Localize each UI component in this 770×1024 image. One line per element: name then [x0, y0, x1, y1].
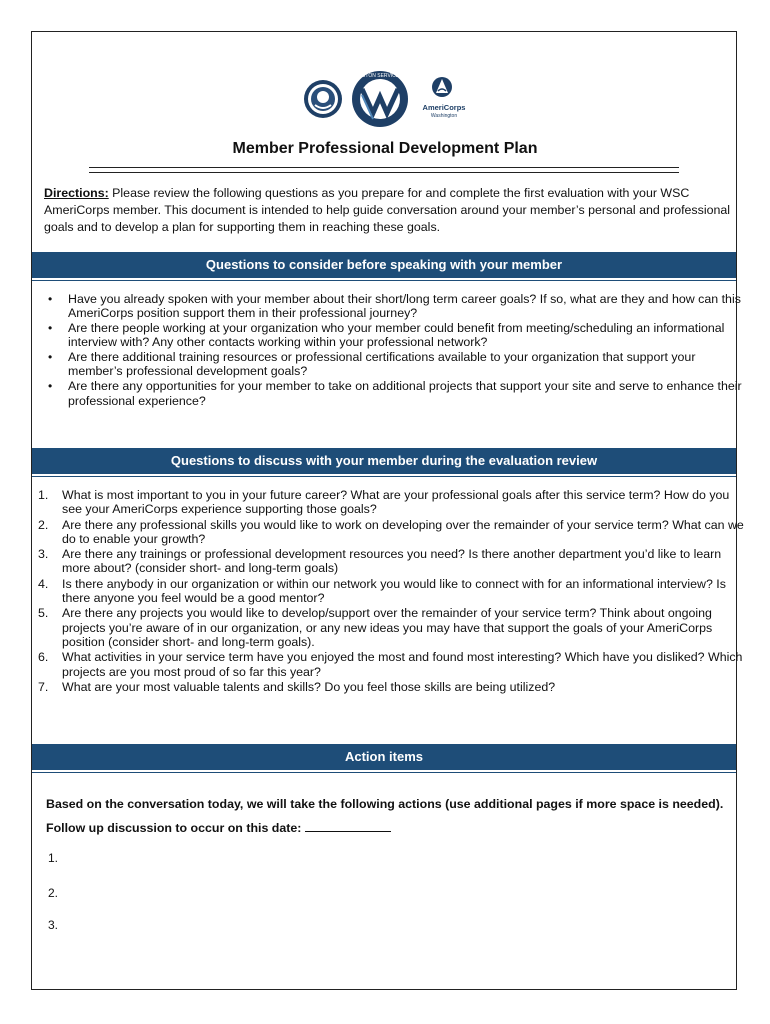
list-item: • Are there additional training resources or professional certifications available to your organization that support your member’s professional development goals?: [48, 350, 696, 379]
bullet-icon: •: [48, 321, 53, 336]
washington-service-corps-logo: [342, 71, 419, 127]
directions-text: Please review the following questions as you prepare for and complete the first evaluation with your WSC AmeriCorps member. This document is intended to help guide conversation around your member’s personal and professional goals and to develop a plan for supporting them in reaching these goals.: [44, 186, 730, 234]
americorps-logo: [423, 77, 466, 119]
action-items-intro: Based on the conversation today, we will take the following actions (use additional pages if more space is needed). Follow up discussion to occur on this date:: [46, 797, 724, 835]
title-rule-top: [89, 167, 679, 168]
list-item: • Have you already spoken with your member about their short/long term career goals? If so, what are they and how can this AmeriCorps position support them in their professional journey?: [48, 292, 741, 321]
list-item: 7. What are your most valuable talents and skills? Do you feel those skills are being utilized?: [38, 679, 556, 694]
svg-text:AmeriCorps: AmeriCorps: [422, 103, 466, 112]
list-item: 2. Are there any professional skills you would like to work on developing over the remainder of your service term? What can we do to enable your growth?: [38, 517, 744, 546]
state-seal-logo: [304, 80, 342, 118]
before-speaking-list: [44, 292, 752, 408]
bullet-icon: •: [48, 292, 53, 306]
title-rule-bottom: [89, 172, 679, 173]
section-heading-action-items: Action items: [32, 744, 736, 770]
action-item-2[interactable]: 2.: [48, 886, 59, 900]
section-heading-evaluation-review: Questions to discuss with your member during the evaluation review: [32, 448, 736, 474]
list-item: • Are there people working at your organization who your member could benefit from meeting/scheduling an informational interview with? Any other contacts working within your professional network?: [48, 321, 725, 350]
svg-text:WASHINGTON SERVICE CORPS: WASHINGTON SERVICE CORPS: [341, 73, 419, 79]
logo-row: [298, 69, 478, 129]
directions-label: Directions:: [44, 186, 109, 200]
section-heading-before-speaking: Questions to consider before speaking with your member: [32, 252, 736, 278]
svg-text:Washington: Washington: [430, 113, 458, 119]
directions-paragraph: [44, 185, 730, 236]
action-item-3[interactable]: 3.: [48, 918, 59, 932]
bullet-icon: •: [48, 350, 53, 365]
list-item: 4. Is there anybody in our organization or within our network you would like to connect with for an informational interview? Is there anyone you feel would be a good mentor?: [38, 576, 726, 606]
follow-up-date-field[interactable]: [305, 819, 391, 832]
list-item: • Are there any opportunities for your member to take on additional projects that support your site and serve to enhance their professional experience?: [48, 379, 742, 408]
list-item: 1. What is most important to you in your future career? What are your professional goals after this service term? How do you see your AmeriCorps experience supporting those goals?: [38, 488, 730, 517]
evaluation-questions-list: [38, 488, 752, 695]
list-item: 3. Are there any trainings or professional development resources you need? Is there another department you’d like to learn more about? (consider short- and long-term goals): [38, 547, 722, 576]
list-item: 5. Are there any projects you would like to develop/support over the remainder of your service term? Think about ongoing projects you’re aware of in our organization, or any new ideas you may have that support the goals of your AmeriCorps position (consider short- and long-term goals).: [38, 606, 713, 649]
list-item: 6. What activities in your service term have you enjoyed the most and found most interesting? Which have you disliked? Which projects are you most proud of so far this year?: [38, 650, 743, 679]
page-title: Member Professional Development Plan: [232, 140, 538, 157]
bullet-icon: •: [48, 379, 53, 394]
action-item-1[interactable]: 1.: [48, 851, 59, 865]
